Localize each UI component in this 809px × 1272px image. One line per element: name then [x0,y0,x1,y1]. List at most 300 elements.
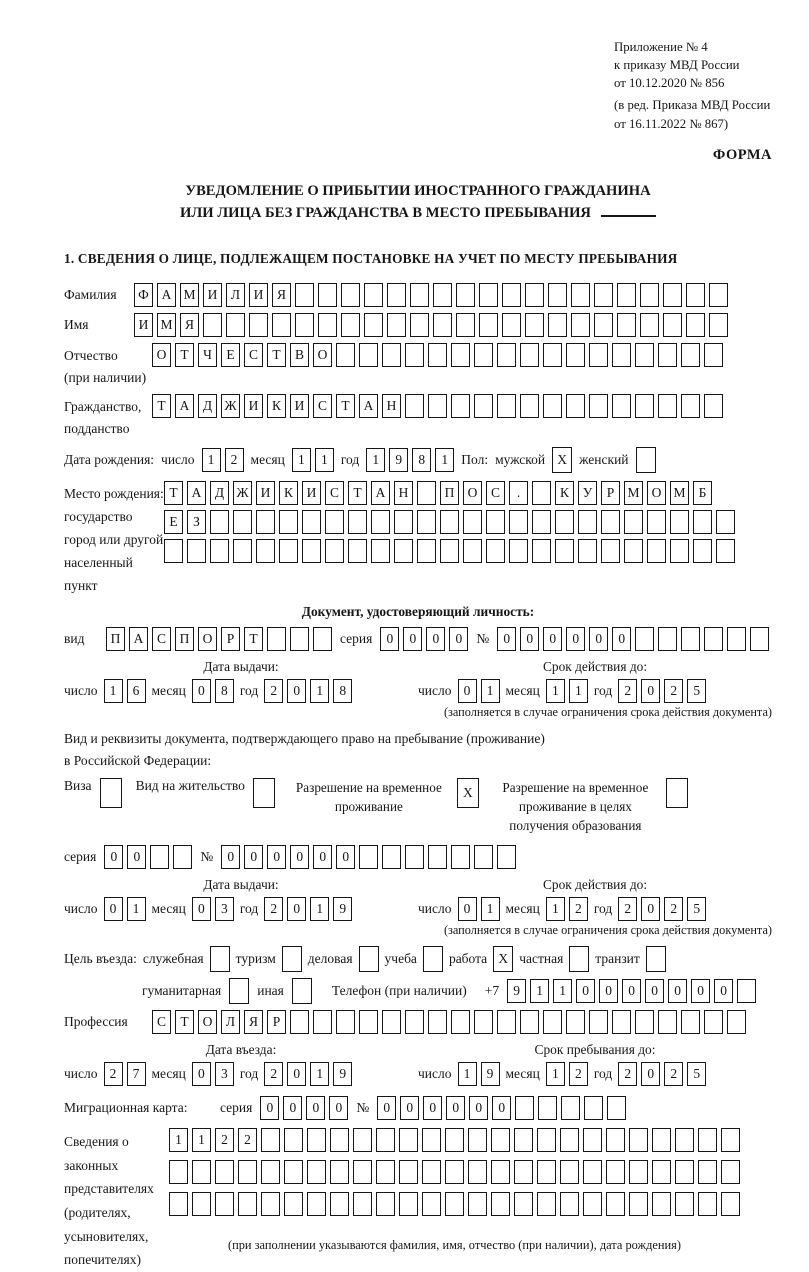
char-cell[interactable]: 0 [520,627,539,651]
char-cell[interactable] [440,510,459,534]
char-cell[interactable] [566,343,585,367]
char-cell[interactable] [440,539,459,563]
purpose-official-checkbox[interactable] [210,946,230,972]
char-cell[interactable] [336,1010,355,1034]
char-cell[interactable] [474,394,493,418]
char-cell[interactable] [617,313,636,337]
char-cell[interactable]: 0 [543,627,562,651]
char-cell[interactable]: 1 [435,448,454,472]
char-cell[interactable]: 1 [546,897,565,921]
purpose-tourism-checkbox[interactable] [282,946,302,972]
char-cell[interactable]: Т [152,394,171,418]
char-cell[interactable]: Т [175,343,194,367]
char-cell[interactable]: 1 [481,679,500,703]
char-cell[interactable]: Ф [134,283,153,307]
char-cell[interactable] [520,1010,539,1034]
char-cell[interactable] [272,313,291,337]
char-cell[interactable] [387,283,406,307]
char-cell[interactable] [617,283,636,307]
char-cell[interactable]: 2 [264,679,283,703]
char-cell[interactable] [405,1010,424,1034]
char-cell[interactable] [584,1096,603,1120]
char-cell[interactable] [364,283,383,307]
char-cell[interactable]: 1 [569,679,588,703]
char-cell[interactable]: 0 [668,979,687,1003]
char-cell[interactable]: В [290,343,309,367]
char-cell[interactable]: О [313,343,332,367]
char-cell[interactable]: 1 [192,1128,211,1152]
char-cell[interactable]: Д [210,481,229,505]
char-cell[interactable] [555,539,574,563]
char-cell[interactable]: А [129,627,148,651]
char-cell[interactable]: Т [164,481,183,505]
char-cell[interactable] [589,1010,608,1034]
char-cell[interactable]: 2 [569,1062,588,1086]
char-cell[interactable]: 0 [290,845,309,869]
char-cell[interactable]: 1 [546,679,565,703]
char-cell[interactable]: 0 [287,679,306,703]
char-cell[interactable] [606,1128,625,1152]
char-cell[interactable]: Я [272,283,291,307]
char-cell[interactable] [647,510,666,534]
char-cell[interactable]: 5 [687,1062,706,1086]
char-cell[interactable]: 0 [377,1096,396,1120]
char-cell[interactable] [410,283,429,307]
char-cell[interactable] [543,343,562,367]
char-cell[interactable]: К [555,481,574,505]
char-cell[interactable]: Т [336,394,355,418]
char-cell[interactable]: 8 [333,679,352,703]
char-cell[interactable]: 0 [192,897,211,921]
char-cell[interactable] [704,394,723,418]
char-cell[interactable] [290,1010,309,1034]
char-cell[interactable]: 1 [104,679,123,703]
char-cell[interactable] [353,1160,372,1184]
char-cell[interactable] [468,1192,487,1216]
char-cell[interactable]: 1 [310,897,329,921]
char-cell[interactable]: Ж [233,481,252,505]
char-cell[interactable]: 1 [127,897,146,921]
char-cell[interactable] [571,313,590,337]
char-cell[interactable] [520,343,539,367]
char-cell[interactable] [686,313,705,337]
char-cell[interactable] [238,1160,257,1184]
char-cell[interactable] [537,1128,556,1152]
char-cell[interactable]: С [325,481,344,505]
char-cell[interactable] [318,283,337,307]
char-cell[interactable]: 1 [553,979,572,1003]
char-cell[interactable] [479,313,498,337]
char-cell[interactable] [325,539,344,563]
char-cell[interactable]: 0 [244,845,263,869]
char-cell[interactable]: О [198,1010,217,1034]
char-cell[interactable] [607,1096,626,1120]
char-cell[interactable] [233,510,252,534]
char-cell[interactable] [491,1192,510,1216]
char-cell[interactable]: 0 [403,627,422,651]
char-cell[interactable] [698,1192,717,1216]
char-cell[interactable] [709,313,728,337]
char-cell[interactable]: 2 [225,448,244,472]
char-cell[interactable] [693,510,712,534]
char-cell[interactable]: Т [267,343,286,367]
char-cell[interactable]: Е [221,343,240,367]
char-cell[interactable] [624,539,643,563]
char-cell[interactable] [681,343,700,367]
char-cell[interactable] [537,1160,556,1184]
char-cell[interactable] [520,394,539,418]
char-cell[interactable]: 5 [687,679,706,703]
char-cell[interactable]: 0 [641,679,660,703]
temp-residence-checkbox[interactable]: X [457,778,479,808]
char-cell[interactable] [681,1010,700,1034]
char-cell[interactable] [704,1010,723,1034]
char-cell[interactable] [336,343,355,367]
char-cell[interactable]: 0 [458,897,477,921]
char-cell[interactable]: 0 [336,845,355,869]
char-cell[interactable]: Н [394,481,413,505]
char-cell[interactable] [173,845,192,869]
char-cell[interactable] [502,313,521,337]
char-cell[interactable]: С [486,481,505,505]
char-cell[interactable] [497,394,516,418]
char-cell[interactable] [525,313,544,337]
char-cell[interactable] [428,845,447,869]
char-cell[interactable] [548,283,567,307]
char-cell[interactable] [640,283,659,307]
char-cell[interactable] [445,1128,464,1152]
char-cell[interactable]: 2 [664,679,683,703]
char-cell[interactable] [279,539,298,563]
char-cell[interactable] [578,510,597,534]
char-cell[interactable] [571,283,590,307]
char-cell[interactable] [497,343,516,367]
char-cell[interactable]: 0 [380,627,399,651]
char-cell[interactable] [353,1128,372,1152]
purpose-humanitarian-checkbox[interactable] [229,978,249,1004]
char-cell[interactable] [302,539,321,563]
char-cell[interactable]: 9 [389,448,408,472]
char-cell[interactable] [192,1192,211,1216]
char-cell[interactable] [624,510,643,534]
char-cell[interactable] [566,1010,585,1034]
char-cell[interactable]: У [578,481,597,505]
char-cell[interactable]: 2 [215,1128,234,1152]
char-cell[interactable]: 0 [221,845,240,869]
char-cell[interactable] [686,283,705,307]
char-cell[interactable]: 0 [599,979,618,1003]
char-cell[interactable] [433,313,452,337]
char-cell[interactable] [737,979,756,1003]
char-cell[interactable]: 0 [287,1062,306,1086]
purpose-business-checkbox[interactable] [359,946,379,972]
char-cell[interactable] [652,1128,671,1152]
char-cell[interactable]: 1 [546,1062,565,1086]
char-cell[interactable] [451,394,470,418]
char-cell[interactable]: 2 [664,1062,683,1086]
char-cell[interactable]: И [249,283,268,307]
char-cell[interactable]: К [279,481,298,505]
char-cell[interactable]: Т [175,1010,194,1034]
char-cell[interactable] [399,1192,418,1216]
char-cell[interactable]: 2 [618,679,637,703]
char-cell[interactable]: И [134,313,153,337]
char-cell[interactable] [721,1128,740,1152]
temp-residence-education-checkbox[interactable] [666,778,688,808]
char-cell[interactable] [515,1096,534,1120]
char-cell[interactable] [721,1192,740,1216]
char-cell[interactable] [555,510,574,534]
char-cell[interactable]: 1 [458,1062,477,1086]
char-cell[interactable] [422,1192,441,1216]
char-cell[interactable] [295,313,314,337]
char-cell[interactable] [353,1192,372,1216]
char-cell[interactable] [750,627,769,651]
char-cell[interactable] [433,283,452,307]
char-cell[interactable]: Я [180,313,199,337]
char-cell[interactable]: 2 [264,1062,283,1086]
char-cell[interactable] [693,539,712,563]
char-cell[interactable]: 7 [127,1062,146,1086]
char-cell[interactable] [635,1010,654,1034]
char-cell[interactable] [405,845,424,869]
char-cell[interactable]: 0 [566,627,585,651]
char-cell[interactable]: 0 [104,845,123,869]
char-cell[interactable] [652,1192,671,1216]
char-cell[interactable] [261,1160,280,1184]
char-cell[interactable] [502,283,521,307]
char-cell[interactable] [532,481,551,505]
char-cell[interactable] [543,394,562,418]
char-cell[interactable] [192,1160,211,1184]
char-cell[interactable] [307,1160,326,1184]
char-cell[interactable] [456,313,475,337]
char-cell[interactable] [709,283,728,307]
char-cell[interactable] [532,539,551,563]
char-cell[interactable]: 2 [618,1062,637,1086]
char-cell[interactable]: З [187,510,206,534]
char-cell[interactable] [371,539,390,563]
char-cell[interactable]: Я [244,1010,263,1034]
char-cell[interactable] [589,343,608,367]
sex-male-checkbox[interactable]: X [552,447,572,473]
char-cell[interactable] [284,1160,303,1184]
char-cell[interactable]: 2 [238,1128,257,1152]
char-cell[interactable] [681,394,700,418]
char-cell[interactable]: С [244,343,263,367]
char-cell[interactable]: Д [198,394,217,418]
char-cell[interactable]: 0 [267,845,286,869]
char-cell[interactable]: 0 [192,679,211,703]
char-cell[interactable] [583,1128,602,1152]
char-cell[interactable] [594,283,613,307]
char-cell[interactable] [313,1010,332,1034]
char-cell[interactable]: Р [267,1010,286,1034]
char-cell[interactable]: М [624,481,643,505]
char-cell[interactable]: И [203,283,222,307]
char-cell[interactable]: 0 [329,1096,348,1120]
char-cell[interactable]: 2 [664,897,683,921]
char-cell[interactable] [164,539,183,563]
char-cell[interactable] [652,1160,671,1184]
char-cell[interactable] [215,1192,234,1216]
char-cell[interactable] [583,1160,602,1184]
char-cell[interactable] [612,1010,631,1034]
char-cell[interactable] [445,1192,464,1216]
char-cell[interactable]: 0 [283,1096,302,1120]
char-cell[interactable] [451,1010,470,1034]
purpose-work-checkbox[interactable]: X [493,946,513,972]
char-cell[interactable]: 2 [618,897,637,921]
char-cell[interactable] [359,343,378,367]
char-cell[interactable] [290,627,309,651]
char-cell[interactable] [371,510,390,534]
char-cell[interactable]: 9 [481,1062,500,1086]
char-cell[interactable] [210,539,229,563]
char-cell[interactable]: Л [226,283,245,307]
char-cell[interactable] [382,1010,401,1034]
char-cell[interactable]: О [198,627,217,651]
char-cell[interactable]: Т [348,481,367,505]
char-cell[interactable] [451,845,470,869]
purpose-private-checkbox[interactable] [569,946,589,972]
char-cell[interactable] [509,539,528,563]
char-cell[interactable] [249,313,268,337]
char-cell[interactable]: 1 [310,679,329,703]
char-cell[interactable] [341,313,360,337]
char-cell[interactable] [537,1192,556,1216]
char-cell[interactable] [721,1160,740,1184]
char-cell[interactable] [261,1128,280,1152]
char-cell[interactable] [405,394,424,418]
purpose-study-checkbox[interactable] [423,946,443,972]
char-cell[interactable] [359,845,378,869]
char-cell[interactable]: 0 [714,979,733,1003]
char-cell[interactable]: О [463,481,482,505]
char-cell[interactable] [256,539,275,563]
char-cell[interactable] [169,1160,188,1184]
char-cell[interactable] [491,1160,510,1184]
char-cell[interactable] [187,539,206,563]
char-cell[interactable] [284,1192,303,1216]
char-cell[interactable]: П [440,481,459,505]
char-cell[interactable]: И [290,394,309,418]
char-cell[interactable] [497,845,516,869]
char-cell[interactable]: 0 [641,1062,660,1086]
char-cell[interactable] [670,539,689,563]
char-cell[interactable]: 0 [622,979,641,1003]
char-cell[interactable]: С [152,1010,171,1034]
char-cell[interactable] [716,510,735,534]
char-cell[interactable] [681,627,700,651]
char-cell[interactable] [256,510,275,534]
purpose-transit-checkbox[interactable] [646,946,666,972]
char-cell[interactable]: А [187,481,206,505]
char-cell[interactable]: 0 [641,897,660,921]
char-cell[interactable] [543,1010,562,1034]
char-cell[interactable]: 0 [576,979,595,1003]
char-cell[interactable] [307,1192,326,1216]
char-cell[interactable]: 0 [589,627,608,651]
char-cell[interactable] [675,1192,694,1216]
char-cell[interactable]: 2 [104,1062,123,1086]
char-cell[interactable] [226,313,245,337]
char-cell[interactable] [307,1128,326,1152]
char-cell[interactable]: М [180,283,199,307]
char-cell[interactable] [635,343,654,367]
char-cell[interactable] [479,283,498,307]
char-cell[interactable] [387,313,406,337]
char-cell[interactable] [382,845,401,869]
char-cell[interactable]: 0 [426,627,445,651]
char-cell[interactable]: С [313,394,332,418]
char-cell[interactable] [716,539,735,563]
char-cell[interactable]: 0 [469,1096,488,1120]
char-cell[interactable] [589,394,608,418]
char-cell[interactable] [663,283,682,307]
purpose-other-checkbox[interactable] [292,978,312,1004]
char-cell[interactable] [313,627,332,651]
char-cell[interactable] [629,1128,648,1152]
char-cell[interactable] [583,1192,602,1216]
char-cell[interactable]: Р [221,627,240,651]
char-cell[interactable]: 5 [687,897,706,921]
char-cell[interactable] [330,1128,349,1152]
char-cell[interactable] [647,539,666,563]
char-cell[interactable] [394,510,413,534]
char-cell[interactable] [422,1128,441,1152]
char-cell[interactable]: О [647,481,666,505]
char-cell[interactable] [474,845,493,869]
char-cell[interactable] [629,1160,648,1184]
char-cell[interactable]: К [267,394,286,418]
char-cell[interactable] [428,394,447,418]
char-cell[interactable]: С [152,627,171,651]
char-cell[interactable] [410,313,429,337]
char-cell[interactable]: 1 [530,979,549,1003]
char-cell[interactable]: Л [221,1010,240,1034]
char-cell[interactable]: 0 [691,979,710,1003]
char-cell[interactable] [698,1128,717,1152]
char-cell[interactable]: 0 [306,1096,325,1120]
char-cell[interactable] [566,394,585,418]
char-cell[interactable] [560,1192,579,1216]
char-cell[interactable]: 1 [292,448,311,472]
char-cell[interactable] [658,343,677,367]
char-cell[interactable] [348,510,367,534]
char-cell[interactable]: 0 [313,845,332,869]
char-cell[interactable]: Н [382,394,401,418]
char-cell[interactable]: П [106,627,125,651]
char-cell[interactable] [704,627,723,651]
char-cell[interactable]: 0 [458,679,477,703]
char-cell[interactable]: А [157,283,176,307]
char-cell[interactable] [405,343,424,367]
char-cell[interactable]: 0 [446,1096,465,1120]
char-cell[interactable]: 1 [315,448,334,472]
char-cell[interactable] [463,510,482,534]
char-cell[interactable] [663,313,682,337]
char-cell[interactable] [560,1128,579,1152]
char-cell[interactable] [325,510,344,534]
char-cell[interactable] [417,481,436,505]
char-cell[interactable] [417,510,436,534]
char-cell[interactable] [612,343,631,367]
char-cell[interactable]: 9 [333,897,352,921]
char-cell[interactable] [486,510,505,534]
char-cell[interactable] [302,510,321,534]
char-cell[interactable]: Ж [221,394,240,418]
